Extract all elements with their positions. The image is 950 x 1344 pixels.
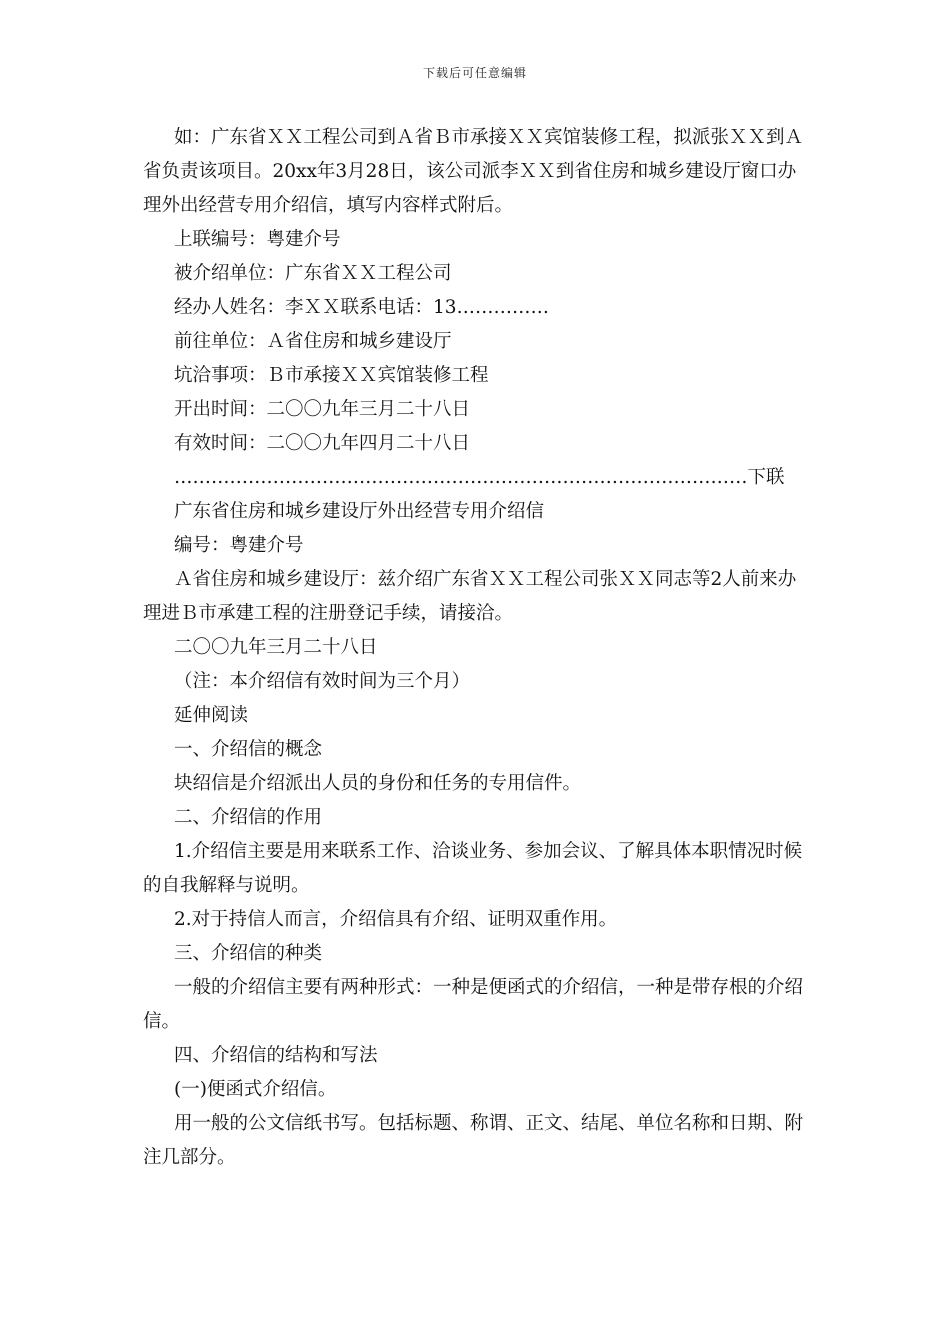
paragraph-letter-note: （注：本介绍信有效时间为三个月） bbox=[174, 671, 471, 692]
paragraph-function-1: 1.介绍信主要是用来联系工作、洽谈业务、参加会议、了解具体本职情况时候的自我解释与说明。 bbox=[143, 841, 803, 896]
paragraph-function-2: 2.对于持信人而言，介绍信具有介绍、证明双重作用。 bbox=[174, 909, 618, 930]
heading-types: 三、介绍信的种类 bbox=[174, 943, 323, 964]
paragraph-example-intro: 如：广东省ＸＸ工程公司到Ａ省Ｂ市承接ＸＸ宾馆装修工程，拟派张ＸＸ到Ａ省负责该项目。20xx年3月28日，该公司派李ＸＸ到省住房和城乡建设厅窗口办理外出经营专用介绍信，填写内容样式附后。 bbox=[143, 127, 804, 216]
paragraph-matter: 坑洽事项：Ｂ市承接ＸＸ宾馆装修工程 bbox=[174, 365, 489, 386]
subheading-memo-letter: (一)便函式介绍信。 bbox=[174, 1079, 337, 1100]
heading-concept: 一、介绍信的概念 bbox=[174, 739, 323, 760]
paragraph-letter-number: 编号：粤建介号 bbox=[174, 535, 304, 556]
paragraph-valid-date: 有效时间：二〇〇九年四月二十八日 bbox=[174, 433, 471, 454]
paragraph-memo-letter: 用一般的公文信纸书写。包括标题、称谓、正文、结尾、单位名称和日期、附注几部分。 bbox=[143, 1113, 804, 1168]
lower-part-divider: …………………………………………………………………………………下联 bbox=[174, 467, 785, 488]
paragraph-types: 一般的介绍信主要有两种形式：一种是便函式的介绍信，一种是带存根的介绍信。 bbox=[143, 977, 804, 1032]
page-header: 下载后可任意编辑 bbox=[422, 66, 527, 80]
paragraph-handler-name: 经办人姓名：李ＸＸ联系电话：13…………… bbox=[174, 297, 550, 318]
paragraph-letter-title: 广东省住房和城乡建设厅外出经营专用介绍信 bbox=[174, 501, 545, 522]
paragraph-destination-unit: 前往单位：Ａ省住房和城乡建设厅 bbox=[174, 331, 452, 352]
heading-function: 二、介绍信的作用 bbox=[174, 807, 323, 828]
section-extended-reading: 延伸阅读 bbox=[174, 705, 249, 726]
paragraph-introduced-unit: 被介绍单位：广东省ＸＸ工程公司 bbox=[174, 263, 452, 284]
paragraph-issue-date: 开出时间：二〇〇九年三月二十八日 bbox=[174, 399, 471, 420]
document-body bbox=[143, 121, 811, 1175]
paragraph-upper-number: 上联编号：粤建介号 bbox=[174, 229, 341, 250]
heading-structure: 四、介绍信的结构和写法 bbox=[174, 1045, 378, 1066]
paragraph-letter-date: 二〇〇九年三月二十八日 bbox=[174, 637, 378, 658]
paragraph-letter-body: Ａ省住房和城乡建设厅：兹介绍广东省ＸＸ工程公司张ＸＸ同志等2人前来办理进Ｂ市承建工程的注册登记手续，请接洽。 bbox=[143, 569, 797, 624]
paragraph-concept: 块绍信是介绍派出人员的身份和任务的专用信件。 bbox=[174, 773, 582, 794]
